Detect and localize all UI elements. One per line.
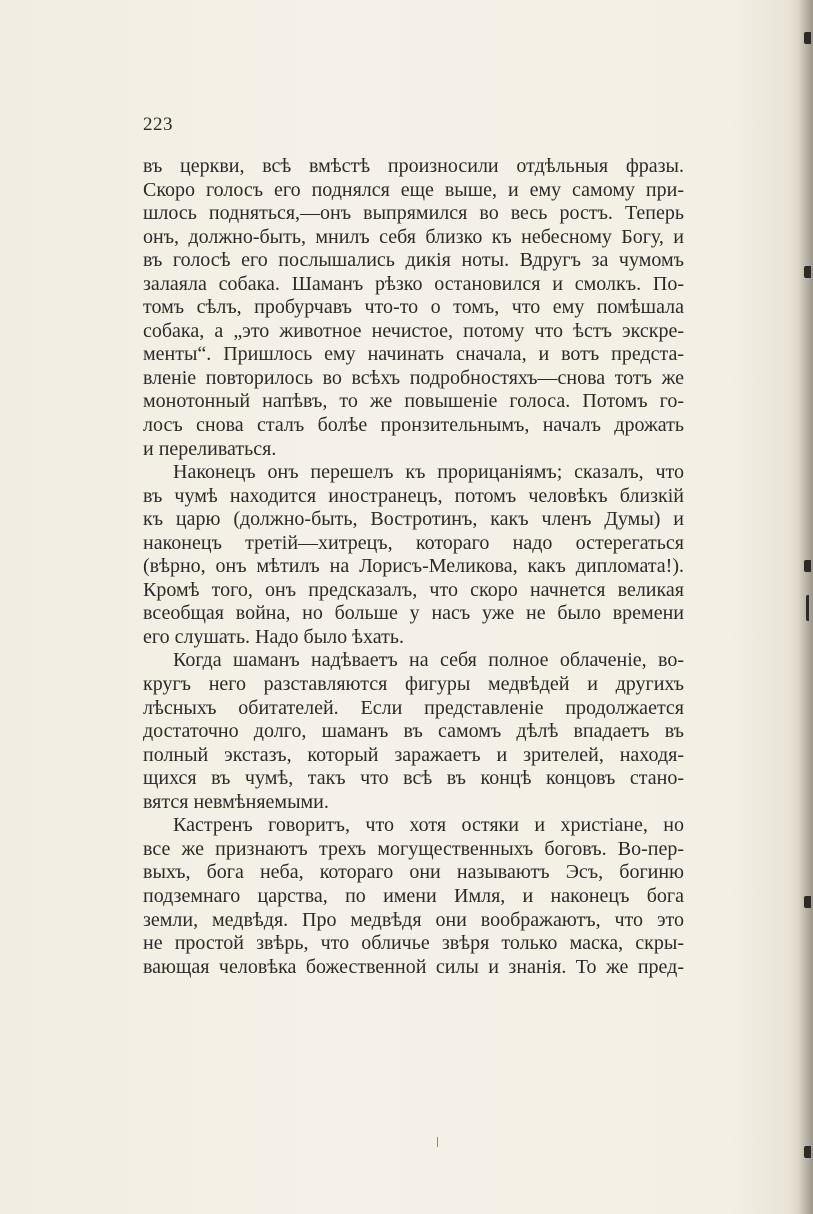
text-line: (вѣрно, онъ мѣтилъ на Лорисъ-Меликова, какъ дипломата!). xyxy=(143,555,684,578)
edge-mark xyxy=(804,32,811,44)
text-line: наконецъ третій—хитрецъ, котораго надо остерегаться xyxy=(143,531,684,554)
text-line: кругъ него разставляются фигуры медвѣдей и другихъ xyxy=(143,673,684,696)
text-line: въ церкви, всѣ вмѣстѣ произносили отдѣльныя фразы. xyxy=(143,155,684,177)
edge-mark xyxy=(804,560,811,572)
text-line: онъ, должно-быть, мнилъ себя близко къ небесному Богу, и xyxy=(143,225,684,248)
text-line: Когда шаманъ надѣваетъ на себя полное облаченіе, во- xyxy=(173,649,684,672)
text-line: вятся невмѣняемыми. xyxy=(143,790,329,813)
text-line: все же признаютъ трехъ могущественныхъ боговъ. Во-пер- xyxy=(143,837,684,860)
text-line: щихся въ чумѣ, такъ что всѣ въ концѣ концовъ стано- xyxy=(143,767,684,790)
text-line: въ голосѣ его послышались дикія ноты. Вдругъ за чумомъ xyxy=(143,249,684,272)
page-edge xyxy=(799,0,813,1214)
text-line: вленіе повторилось во всѣхъ подробностяхъ—снова тотъ же xyxy=(143,366,684,389)
text-line: въ чумѣ находится иностранецъ, потомъ человѣкъ близкій xyxy=(143,484,684,507)
text-line: достаточно долго, шаманъ въ самомъ дѣлѣ впадаетъ въ xyxy=(143,720,684,743)
text-line: собака, а „это животное нечистое, потому что ѣстъ экскре- xyxy=(143,319,684,342)
text-line: лѣсныхъ обитателей. Если представленіе продолжается xyxy=(143,696,684,719)
paper-speck xyxy=(437,1137,438,1147)
text-line: томъ сѣлъ, пробурчавъ что-то о томъ, что ему помѣшала xyxy=(143,296,684,319)
text-line: Скоро голосъ его поднялся еще выше, и ему самому при- xyxy=(143,178,684,201)
text-line: Наконецъ онъ перешелъ къ прорицаніямъ; сказалъ, что xyxy=(173,461,684,484)
edge-mark xyxy=(804,896,811,908)
text-line: къ царю (должно-быть, Востротинъ, какъ членъ Думы) и xyxy=(143,508,684,531)
text-line: менты“. Пришлось ему начинать сначала, и вотъ предста- xyxy=(143,343,684,366)
edge-mark xyxy=(804,1146,811,1158)
text-line: выхъ, бога неба, котораго они называютъ Эсъ, богиню xyxy=(143,861,684,884)
text-line: залаяла собака. Шаманъ рѣзко остановился и смолкъ. По- xyxy=(143,272,684,295)
text-line: полный экстазъ, который заражаетъ и зрителей, находя- xyxy=(143,743,684,766)
text-line: и переливаться. xyxy=(143,437,277,460)
text-line: всеобщая война, но больше у насъ уже не было времени xyxy=(143,602,684,625)
edge-mark xyxy=(804,266,811,278)
text-line: лосъ снова сталъ болѣе пронзительнымъ, началъ дрожать xyxy=(143,414,684,437)
text-line: его слушать. Надо было ѣхать. xyxy=(143,625,404,648)
text-line: вающая человѣка божественной силы и знанія. То же пред- xyxy=(143,955,684,978)
page-number: 223 xyxy=(143,114,173,135)
text-line: Кромѣ того, онъ предсказалъ, что скоро начнется великая xyxy=(143,578,684,601)
text-line: подземнаго царства, по имени Имля, и наконецъ бога xyxy=(143,884,684,907)
body-text xyxy=(143,155,684,979)
text-line: монотонный напѣвъ, то же повышеніе голоса. Потомъ го- xyxy=(143,390,684,413)
text-line: земли, медвѣдя. Про медвѣдя они воображаютъ, что это xyxy=(143,908,684,931)
text-line: Кастренъ говоритъ, что хотя остяки и христіане, но xyxy=(173,814,684,837)
text-line: не простой звѣрь, что обличье звѣря только маска, скры- xyxy=(143,932,684,955)
text-line: шлось подняться,—онъ выпрямился во весь ростъ. Теперь xyxy=(143,202,684,225)
edge-mark xyxy=(806,595,809,621)
